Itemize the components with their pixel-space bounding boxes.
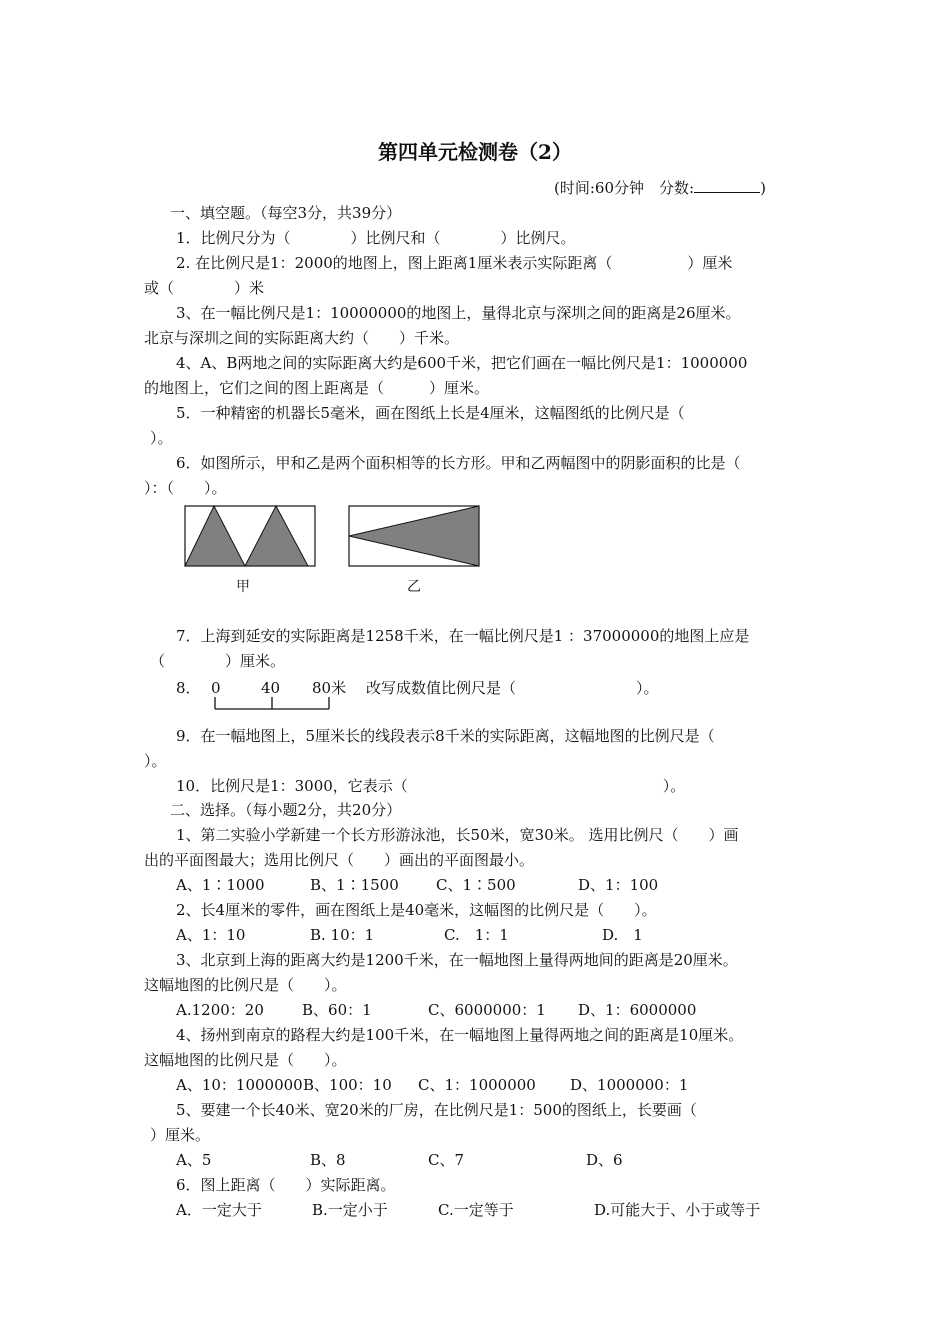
s1-q5-line2: ）。 bbox=[150, 429, 173, 447]
s1-q4-line1: 4、A、B两地之间的实际距离大约是600千米，把它们画在一幅比例尺是1：1000000 bbox=[176, 354, 748, 372]
s2-q6-option-c: C.一定等于 bbox=[438, 1201, 514, 1219]
s2-q4-option-b: B、100：10 bbox=[303, 1076, 392, 1094]
s2-q5-option-d: D、6 bbox=[586, 1151, 623, 1169]
s1-q2-line1: 2. 在比例尺是1：2000的地图上，图上距离1厘米表示实际距离（ ）厘米 bbox=[176, 254, 733, 272]
s2-q2-option-b: B. 10：1 bbox=[310, 926, 375, 944]
figure-jia bbox=[184, 505, 316, 567]
s2-q5-line2: ）厘米。 bbox=[150, 1126, 211, 1144]
s2-q2-option-a: A、1：10 bbox=[176, 926, 246, 944]
s1-q3-line2: 北京与深圳之间的实际距离大约（ ）千米。 bbox=[144, 329, 460, 347]
s2-q3-line2: 这幅地图的比例尺是（ ）。 bbox=[144, 976, 347, 994]
s1-q4-line2: 的地图上，它们之间的图上距离是（ ）厘米。 bbox=[144, 379, 490, 397]
s1-q6-line2: ）：（ ）。 bbox=[144, 479, 227, 497]
s2-q2-option-d: D. 1 bbox=[602, 926, 643, 944]
s2-q1-option-b: B、1∶1500 bbox=[310, 876, 399, 894]
s2-q6: 6．图上距离（ ）实际距离。 bbox=[176, 1176, 396, 1194]
s2-q6-option-d: D.可能大于、小于或等于 bbox=[594, 1201, 761, 1219]
s2-q6-option-b: B.一定小于 bbox=[312, 1201, 388, 1219]
s1-q3-line1: 3、在一幅比例尺是1：10000000的地图上，量得北京与深圳之间的距离是26厘米。 bbox=[176, 304, 741, 322]
s2-q3-option-d: D、1：6000000 bbox=[578, 1001, 697, 1019]
score-blank bbox=[694, 178, 760, 193]
section1-heading: 一、填空题。（每空3分，共39分） bbox=[170, 204, 402, 222]
scale-label-0: 0 bbox=[211, 679, 221, 697]
s1-q6-line1: 6．如图所示，甲和乙是两个面积相等的长方形。甲和乙两幅图中的阴影面积的比是（ bbox=[176, 454, 741, 472]
s1-q2-line2: 或（ ）米 bbox=[144, 279, 265, 297]
s1-q10: 10．比例尺是1：3000，它表示（ ）。 bbox=[176, 777, 686, 795]
header-suffix: ) bbox=[760, 179, 766, 197]
s2-q6-option-a: A．一定大于 bbox=[176, 1201, 262, 1219]
s1-q1: 1．比例尺分为（ ）比例尺和（ ）比例尺。 bbox=[176, 229, 576, 247]
s2-q3-option-c: C、6000000：1 bbox=[428, 1001, 546, 1019]
figure-jia-label: 甲 bbox=[236, 579, 250, 595]
s2-q5-option-a: A、5 bbox=[176, 1151, 212, 1169]
figure-yi bbox=[348, 505, 480, 567]
s2-q5-option-b: B、8 bbox=[310, 1151, 346, 1169]
header-info bbox=[554, 178, 766, 198]
page-title: 第四单元检测卷（2） bbox=[378, 140, 572, 164]
s2-q3-line1: 3、北京到上海的距离大约是1200千米，在一幅地图上量得两地间的距离是20厘米。 bbox=[176, 951, 738, 969]
s1-q9-line2: ）。 bbox=[144, 752, 167, 770]
s1-q7-line2: （ ）厘米。 bbox=[150, 652, 286, 670]
s2-q1-line2: 出的平面图最大；选用比例尺（ ）画出的平面图最小。 bbox=[144, 851, 535, 869]
scale-bar bbox=[212, 696, 332, 712]
scale-label-40: 40 bbox=[261, 679, 281, 697]
figure-yi-label: 乙 bbox=[407, 579, 421, 595]
s2-q4-option-d: D、1000000：1 bbox=[570, 1076, 689, 1094]
s2-q4-option-c: C、1：1000000 bbox=[418, 1076, 536, 1094]
s2-q2: 2、长4厘米的零件，画在图纸上是40毫米，这幅图的比例尺是（ ）。 bbox=[176, 901, 657, 919]
s2-q1-option-c: C、1∶500 bbox=[436, 876, 516, 894]
s2-q3-option-a: A.1200：20 bbox=[176, 1001, 264, 1019]
s2-q2-option-c: C. 1：1 bbox=[444, 926, 509, 944]
s1-q9-line1: 9．在一幅地图上，5厘米长的线段表示8千米的实际距离，这幅地图的比例尺是（ bbox=[176, 727, 715, 745]
s1-q7-line1: 7．上海到延安的实际距离是1258千米，在一幅比例尺是1 ：37000000的地图上应是 bbox=[176, 627, 750, 645]
s1-q8-number: 8． bbox=[176, 679, 201, 697]
s2-q1-option-a: A、1∶1000 bbox=[176, 876, 265, 894]
s1-q5-line1: 5．一种精密的机器长5毫米，画在图纸上长是4厘米，这幅图纸的比例尺是（ bbox=[176, 404, 685, 422]
time-score-label: (时间:60分钟 分数: bbox=[554, 179, 695, 197]
s2-q1-option-d: D、1：100 bbox=[578, 876, 659, 894]
s2-q4-option-a: A、10：1000000 bbox=[176, 1076, 303, 1094]
s2-q4-line1: 4、扬州到南京的路程大约是100千米，在一幅地图上量得两地之间的距离是10厘米。 bbox=[176, 1026, 744, 1044]
s2-q3-option-b: B、60：1 bbox=[302, 1001, 372, 1019]
s2-q5-option-c: C、7 bbox=[428, 1151, 465, 1169]
s2-q4-line2: 这幅地图的比例尺是（ ）。 bbox=[144, 1051, 347, 1069]
s1-q8-text: 改写成数值比例尺是（ ）。 bbox=[366, 679, 659, 697]
s2-q5-line1: 5、要建一个长40米、宽20米的厂房，在比例尺是1：500的图纸上，长要画（ bbox=[176, 1101, 697, 1119]
section2-heading: 二、选择。（每小题2分，共20分） bbox=[170, 801, 402, 819]
scale-label-80: 80米 bbox=[312, 679, 347, 697]
s2-q1-line1: 1、第二实验小学新建一个长方形游泳池，长50米，宽30米。 选用比例尺（ ）画 bbox=[176, 826, 739, 844]
